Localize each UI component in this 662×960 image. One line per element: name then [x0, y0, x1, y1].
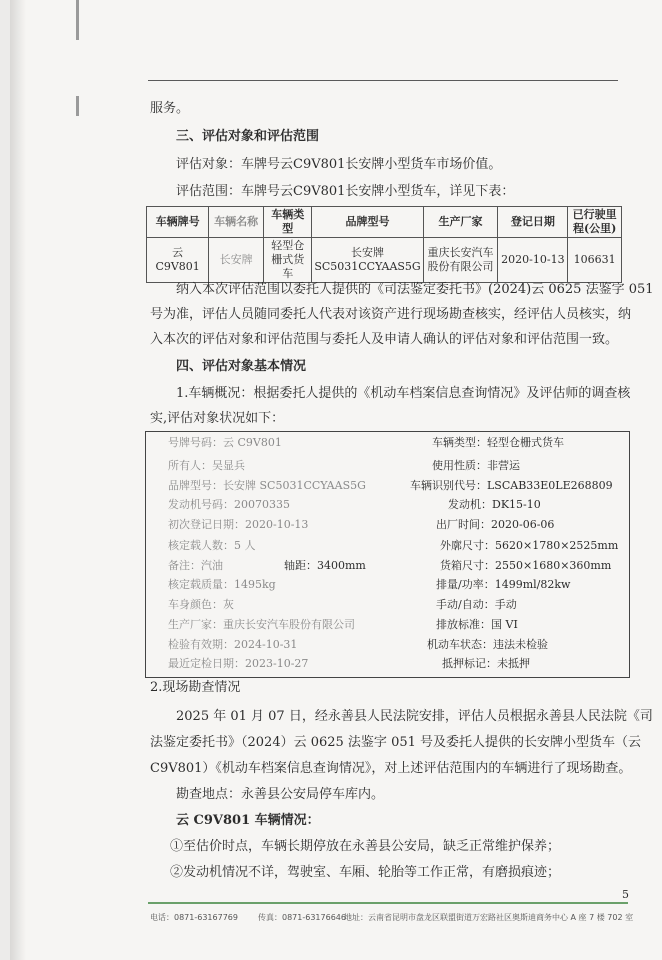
table-cell: 长安牌 SC5031CCYAAS5G	[312, 238, 423, 283]
table-cell: 长安牌	[209, 238, 264, 283]
info-first-registration: 初次登记日期：2020-10-13	[168, 518, 309, 531]
info-load: 核定载质量：1495kg	[168, 578, 276, 591]
header-cell: 品牌型号	[312, 207, 423, 238]
table-cell: 轻型仓栅式货车	[264, 238, 312, 283]
info-status: 机动车状态：违法未检验	[427, 638, 548, 651]
section-heading: 三、评估对象和评估范围	[176, 129, 320, 144]
scan-mark	[76, 96, 79, 116]
paragraph-line: C9V801）《机动车档案信息查询情况》，对上述评估范围内的车辆进行了现场勘查。	[150, 761, 632, 776]
header-cell: 车辆类型	[264, 207, 312, 238]
info-engine: 发动机：DK15-10	[448, 498, 541, 511]
paragraph-line: 2025 年 01 月 07 日，经永善县人民法院安排，评估人员根据永善县人民法院《司	[176, 709, 653, 724]
table-cell: 2020-10-13	[498, 238, 568, 283]
section-heading: 四、评估对象基本情况	[176, 359, 307, 374]
info-displacement: 排量/功率：1499ml/82kw	[436, 578, 571, 591]
info-manufacture-date: 出厂时间：2020-06-06	[436, 518, 555, 531]
paragraph-line: 1.车辆概况：根据委托人提供的《机动车档案信息查询情况》及评估师的调查核	[176, 386, 631, 401]
paragraph-line: 法鉴定委托书》（2024）云 0625 法鉴字 051 号及委托人提供的长安牌小型货车（云	[150, 735, 642, 750]
condition-item: ①至估价时点，车辆长期停放在永善县公安局，缺乏正常维护保养；	[170, 839, 561, 854]
footer-fax: 传真：0871-63176646	[258, 913, 346, 922]
header-cell: 已行驶里程(公里)	[568, 207, 622, 238]
info-cargo: 货箱尺寸：2550×1680×360mm	[440, 559, 612, 572]
info-vehicle-type: 车辆类型：轻型仓栅式货车	[432, 436, 564, 449]
info-wheelbase: 轴距：3400mm	[284, 559, 366, 572]
asset-table	[146, 206, 622, 283]
footer-address: 地址：云南省昆明市盘龙区联盟街道万宏路社区奥斯迪商务中心 A 座 7 楼 702 室	[344, 913, 634, 922]
info-maker: 生产厂家：重庆长安汽车股份有限公司	[168, 618, 355, 631]
subsection-heading: 2.现场勘查情况	[150, 680, 241, 695]
table-row	[147, 238, 622, 283]
paragraph-line: 入本次的评估对象和评估范围与委托人及申请人确认的评估对象和评估范围一致。	[150, 332, 619, 347]
info-dimensions: 外廓尺寸：5620×1780×2525mm	[440, 539, 619, 552]
info-transmission: 手动/自动：手动	[436, 598, 517, 611]
paragraph-line: 号为准，评估人员随同委托人代表对该资产进行现场勘查核实，经评估人员核实，纳	[150, 307, 632, 322]
assessment-object: 评估对象：车牌号云C9V801长安牌小型货车市场价值。	[176, 157, 502, 172]
table-header-row	[147, 207, 622, 238]
header-cell: 登记日期	[498, 207, 568, 238]
info-model: 品牌型号：长安牌 SC5031CCYAAS5G	[168, 479, 366, 492]
table-cell: 106631	[568, 238, 622, 283]
info-seats: 核定载人数：5 人	[168, 539, 256, 552]
footer-rule	[148, 902, 628, 904]
footer-phone: 电话：0871-63167769	[150, 913, 238, 922]
info-plate: 号牌号码：云 C9V801	[168, 436, 282, 449]
paragraph-line: 纳入本次评估范围以委托人提供的《司法鉴定委托书》(2024)云 0625 法鉴字 051	[176, 282, 654, 297]
table-cell: 云 C9V801	[147, 238, 209, 283]
scan-mark	[76, 0, 79, 40]
page-edge-shadow	[10, 0, 26, 960]
header-cell: 生产厂家	[423, 207, 498, 238]
header-cell: 车辆名称	[209, 207, 264, 238]
paragraph-line: 实,评估对象状况如下：	[150, 411, 285, 426]
assessment-scope: 评估范围：车牌号云C9V801长安牌小型货车，详见下表：	[176, 184, 515, 199]
info-engine-number: 发动机号码：20070335	[168, 498, 290, 511]
info-emission: 排放标准：国 VI	[436, 618, 518, 631]
header-rule	[148, 80, 618, 81]
paragraph-text: 服务。	[150, 101, 190, 116]
header-cell: 车辆牌号	[147, 207, 209, 238]
info-recent-inspection: 最近定检日期：2023-10-27	[168, 657, 309, 670]
table-cell: 重庆长安汽车股份有限公司	[423, 238, 498, 283]
info-mortgage: 抵押标记：未抵押	[442, 657, 530, 670]
page-number: 5	[622, 888, 629, 901]
condition-item: ②发动机情况不详，驾驶室、车厢、轮胎等工作正常，有磨损痕迹；	[170, 865, 561, 880]
info-owner: 所有人：吴显兵	[168, 459, 245, 472]
info-vin: 车辆识别代号：LSCAB33E0LE268809	[410, 479, 613, 492]
info-fuel: 备注：汽油	[168, 559, 223, 572]
survey-location: 勘查地点：永善县公安局停车库内。	[176, 787, 385, 802]
info-color: 车身颜色：灰	[168, 598, 234, 611]
vehicle-condition-heading: 云 C9V801 车辆情况：	[176, 813, 320, 828]
info-use: 使用性质：非营运	[432, 459, 520, 472]
info-inspection-valid: 检验有效期：2024-10-31	[168, 638, 298, 651]
